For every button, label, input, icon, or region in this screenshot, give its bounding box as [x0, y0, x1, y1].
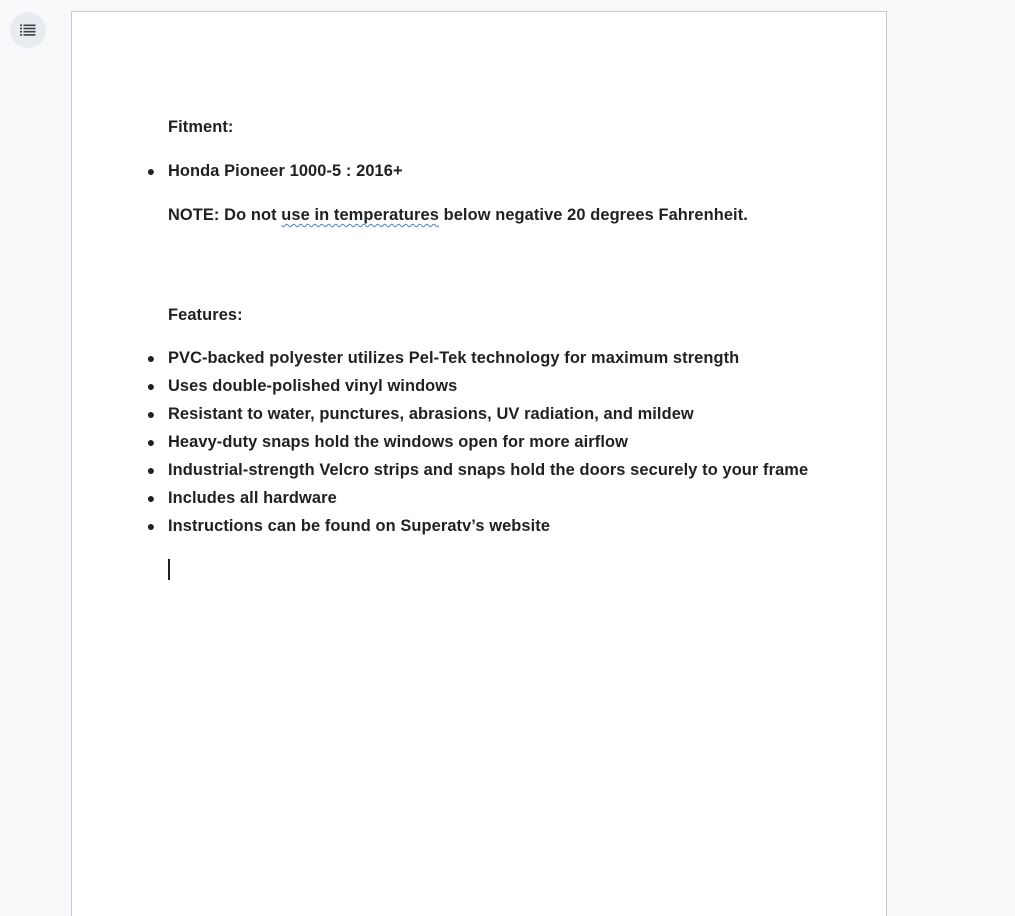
document-page[interactable] — [71, 11, 887, 916]
fitment-list-item[interactable] — [146, 161, 403, 181]
feature-list-item[interactable] — [146, 348, 740, 368]
bullet-icon: ● — [146, 462, 156, 478]
bullet-icon: ● — [146, 378, 156, 394]
list-item-text: PVC-backed polyester utilizes Pel-Tek technology for maximum strength — [168, 349, 740, 367]
spellcheck-flagged-phrase[interactable]: use in temperatures — [281, 206, 439, 224]
feature-list-item[interactable] — [146, 432, 628, 452]
feature-list-item[interactable] — [146, 516, 551, 536]
list-item-text: Heavy-duty snaps hold the windows open for more airflow — [168, 433, 628, 451]
bullet-icon: ● — [146, 518, 156, 534]
feature-list-item[interactable] — [146, 488, 337, 508]
note-suffix: below negative 20 degrees Fahrenheit. — [438, 206, 748, 224]
bullet-icon: ● — [146, 163, 156, 179]
note-prefix: NOTE: Do not — [168, 206, 282, 224]
list-item-text: Includes all hardware — [168, 489, 337, 507]
bullet-icon: ● — [146, 490, 156, 506]
bullet-icon: ● — [146, 434, 156, 450]
bullet-icon: ● — [146, 350, 156, 366]
list-item-text: Honda Pioneer 1000-5 : 2016+ — [168, 162, 403, 180]
bullet-icon: ● — [146, 406, 156, 422]
outline-list-icon — [20, 24, 36, 36]
features-heading[interactable]: Features: — [168, 306, 243, 324]
fitment-heading[interactable]: Fitment: — [168, 118, 234, 136]
list-item-text: Instructions can be found on Superatv’s website — [168, 517, 551, 535]
document-outline-button[interactable] — [10, 12, 46, 48]
feature-list-item[interactable] — [146, 404, 694, 424]
list-item-text: Uses double-polished vinyl windows — [168, 377, 458, 395]
list-item-text: Resistant to water, punctures, abrasions, UV radiation, and mildew — [168, 405, 694, 423]
feature-list-item[interactable] — [146, 376, 458, 396]
note-paragraph[interactable] — [168, 205, 748, 225]
feature-list-item[interactable] — [146, 460, 809, 480]
text-cursor — [168, 559, 170, 580]
list-item-text: Industrial-strength Velcro strips and snaps hold the doors securely to your frame — [168, 461, 809, 479]
